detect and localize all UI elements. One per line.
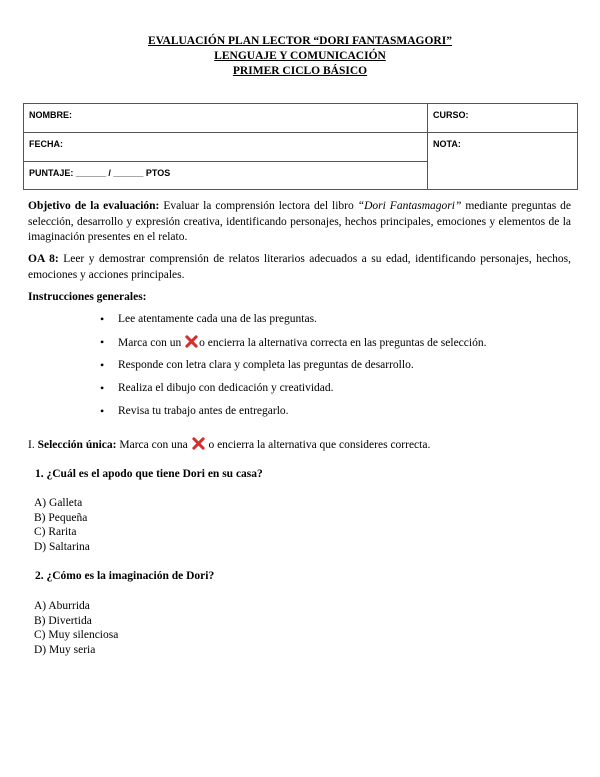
option-c[interactable]: C) Rarita [34, 526, 77, 538]
student-info-table [23, 103, 578, 190]
fecha-label: FECHA: [29, 139, 63, 149]
nombre-label: NOMBRE: [29, 110, 72, 120]
option-c[interactable]: C) Muy silenciosa [34, 629, 119, 641]
section-text-pre: Marca con una [116, 439, 191, 451]
fecha-field[interactable] [24, 133, 428, 162]
book-title: “Dori Fantasmagori” [357, 200, 462, 212]
question-1-options [34, 496, 90, 554]
option-d[interactable]: D) Muy seria [34, 643, 96, 656]
list-item [100, 335, 486, 358]
nombre-field[interactable] [24, 104, 428, 133]
section-label: Selección única: [37, 439, 117, 451]
instruction-text: Marca con un [118, 337, 185, 349]
option-b[interactable]: B) Divertida [34, 614, 92, 627]
question-1: 1. ¿Cuál es el apodo que tiene Dori en su casa? [35, 468, 263, 480]
question-2-options [34, 599, 118, 657]
x-mark-icon [192, 437, 205, 450]
list-item [100, 404, 486, 427]
instruction-text: Realiza el dibujo con dedicación y creatividad. [118, 382, 334, 394]
puntaje-label: PUNTAJE: ______ / ______ PTOS [29, 168, 171, 178]
objective-paragraph [28, 199, 571, 246]
option-a[interactable]: A) Aburrida [34, 600, 90, 612]
x-mark-icon [185, 335, 198, 348]
instruction-text: o encierra la alternativa correcta en las preguntas de selección. [199, 337, 487, 349]
list-item [100, 312, 486, 335]
instructions-list [100, 312, 486, 427]
option-a[interactable]: A) Galleta [34, 497, 83, 509]
option-d[interactable]: D) Saltarina [34, 540, 90, 553]
subject-title: LENGUAJE Y COMUNICACIÓN [214, 50, 386, 62]
level-title: PRIMER CICLO BÁSICO [232, 65, 368, 77]
instruction-text: Lee atentamente cada una de las preguntas. [118, 313, 317, 325]
option-b[interactable]: B) Pequeña [34, 511, 88, 524]
section-numeral: I. [28, 439, 38, 451]
oa-label: OA 8: [28, 253, 59, 265]
puntaje-field[interactable] [24, 162, 428, 190]
curso-field[interactable] [428, 104, 578, 133]
question-2: 2. ¿Cómo es la imaginación de Dori? [35, 570, 215, 582]
instruction-text: Revisa tu trabajo antes de entregarlo. [118, 405, 289, 417]
objective-text-post: mediante preguntas de selección, desarrollo y expresión creativa, identificando personajes, hechos principales, emociones y elementos de la imaginación presentes en el relato. [28, 200, 572, 243]
nota-label: NOTA: [433, 139, 461, 149]
oa-text: Leer y demostrar comprensión de relatos literarios adecuados a su edad, identificando personajes, hechos, emociones y acciones principales. [28, 253, 571, 281]
oa-paragraph [28, 252, 571, 283]
curso-label: CURSO: [433, 110, 469, 120]
instructions-title: Instrucciones generales: [28, 291, 147, 303]
evaluation-title: EVALUACIÓN PLAN LECTOR “DORI FANTASMAGORI” [148, 35, 452, 47]
instruction-text: Responde con letra clara y completa las preguntas de desarrollo. [118, 359, 414, 371]
objective-label: Objetivo de la evaluación: [28, 200, 160, 212]
nota-field[interactable] [428, 133, 578, 190]
section-1-instructions [28, 437, 430, 451]
list-item [100, 381, 486, 404]
objective-text-pre: Evaluar la comprensión lectora del libro [159, 200, 358, 212]
document-header [0, 34, 600, 79]
list-item [100, 358, 486, 381]
section-text-post: o encierra la alternativa que consideres correcta. [205, 439, 431, 451]
